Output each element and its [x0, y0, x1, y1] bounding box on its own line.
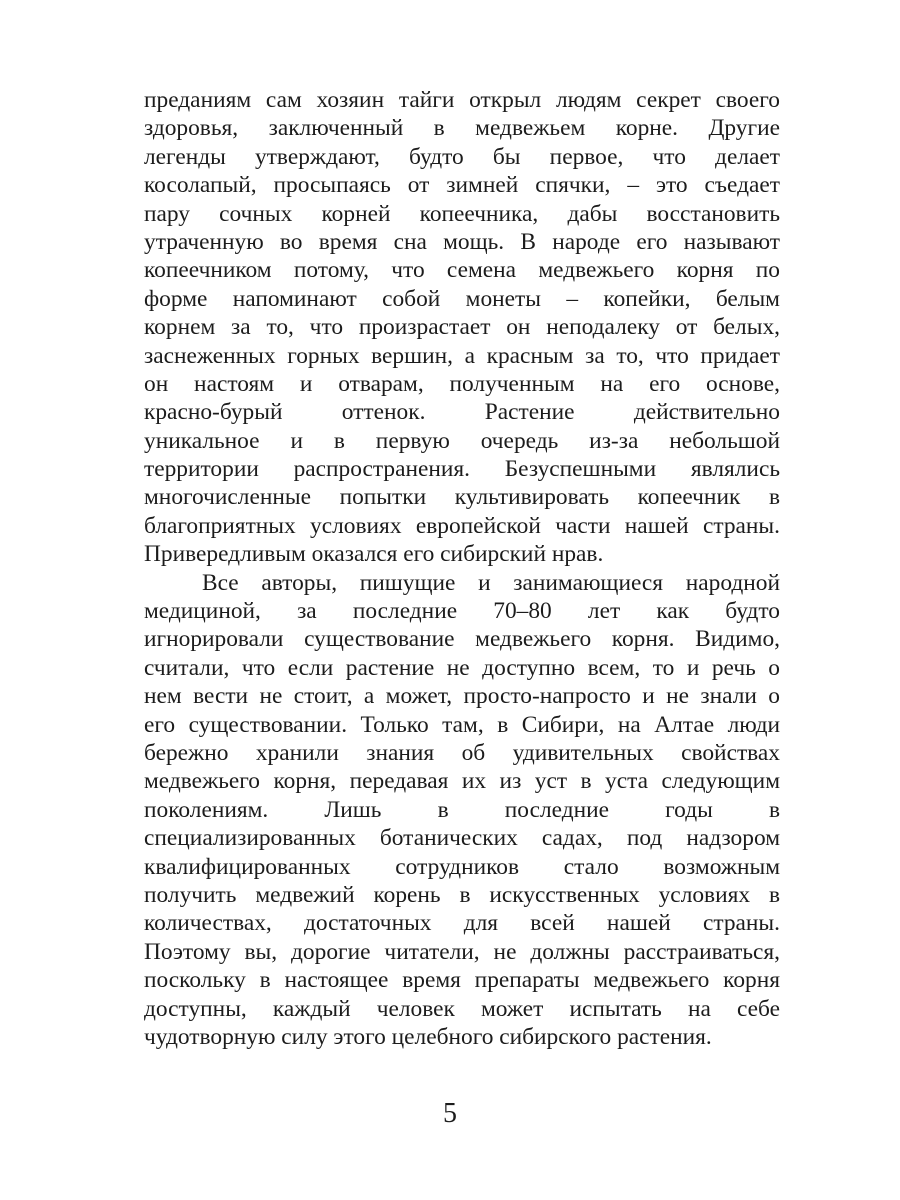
text-line: копеечником потому, что семена медвежьего корня по — [144, 257, 780, 284]
text-line: количествах, достаточных для всей нашей страны. — [144, 910, 780, 937]
text-line: пару сочных корней копеечника, дабы восстановить — [144, 200, 780, 227]
text-line: здоровья, заключенный в медвежьем корне. Другие — [144, 115, 780, 142]
text-line: специализированных ботанических садах, под надзором — [144, 825, 780, 852]
text-line: он настоям и отварам, полученным на его основе, — [144, 370, 780, 397]
paragraph-1 — [144, 86, 780, 569]
text-line: легенды утверждают, будто бы первое, что делает — [144, 143, 780, 170]
page-number: 5 — [443, 1098, 457, 1129]
text-line: территории распространения. Безуспешными являлись — [144, 456, 780, 483]
text-line: Все авторы, пишущие и занимающиеся народной — [202, 569, 780, 596]
text-line: медициной, за последние 70–80 лет как будто — [144, 598, 780, 625]
text-line: Поэтому вы, дорогие читатели, не должны расстраиваться, — [144, 938, 780, 965]
text-line: многочисленные попытки культивировать копеечник в — [144, 484, 780, 511]
text-line: Привередливым оказался его сибирский нрав. — [144, 541, 604, 568]
text-line: поскольку в настоящее время препараты медвежьего корня — [144, 967, 780, 994]
text-line: медвежьего корня, передавая их из уст в уста следующим — [144, 768, 780, 795]
text-line: игнорировали существование медвежьего корня. Видимо, — [144, 626, 780, 653]
text-line: его существовании. Только там, в Сибири, на Алтае люди — [144, 711, 780, 738]
paragraph-2 — [144, 569, 780, 1052]
text-line: преданиям сам хозяин тайги открыл людям секрет своего — [144, 87, 780, 113]
text-line: утраченную во время сна мощь. В народе его называют — [144, 228, 780, 255]
text-line: благоприятных условиях европейской части нашей страны. — [144, 512, 780, 539]
text-line: получить медвежий корень в искусственных условиях в — [144, 881, 780, 908]
text-line: корнем за то, что произрастает он неподалеку от белых, — [144, 314, 780, 341]
text-line: доступны, каждый человек может испытать на себе — [144, 995, 780, 1022]
text-line: косолапый, просыпаясь от зимней спячки, – это съедает — [144, 172, 780, 199]
text-line: считали, что если растение не доступно всем, то и речь о — [144, 654, 780, 681]
text-line: красно-бурый оттенок. Растение действительно — [144, 399, 780, 426]
text-line: заснеженных горных вершин, а красным за то, что придает — [144, 342, 780, 369]
text-line: поколениям. Лишь в последние годы в — [144, 796, 780, 823]
text-line: нем вести не стоит, а может, просто-напросто и не знали о — [144, 683, 780, 710]
text-line: форме напоминают собой монеты – копейки, белым — [144, 285, 780, 312]
text-line: квалифицированных сотрудников стало возможным — [144, 853, 780, 880]
text-line: уникальное и в первую очередь из-за небольшой — [144, 427, 780, 454]
text-line: бережно хранили знания об удивительных свойствах — [144, 739, 780, 766]
text-line: чудотворную силу этого целебного сибирского растения. — [144, 1023, 712, 1050]
body-text — [144, 86, 780, 1051]
